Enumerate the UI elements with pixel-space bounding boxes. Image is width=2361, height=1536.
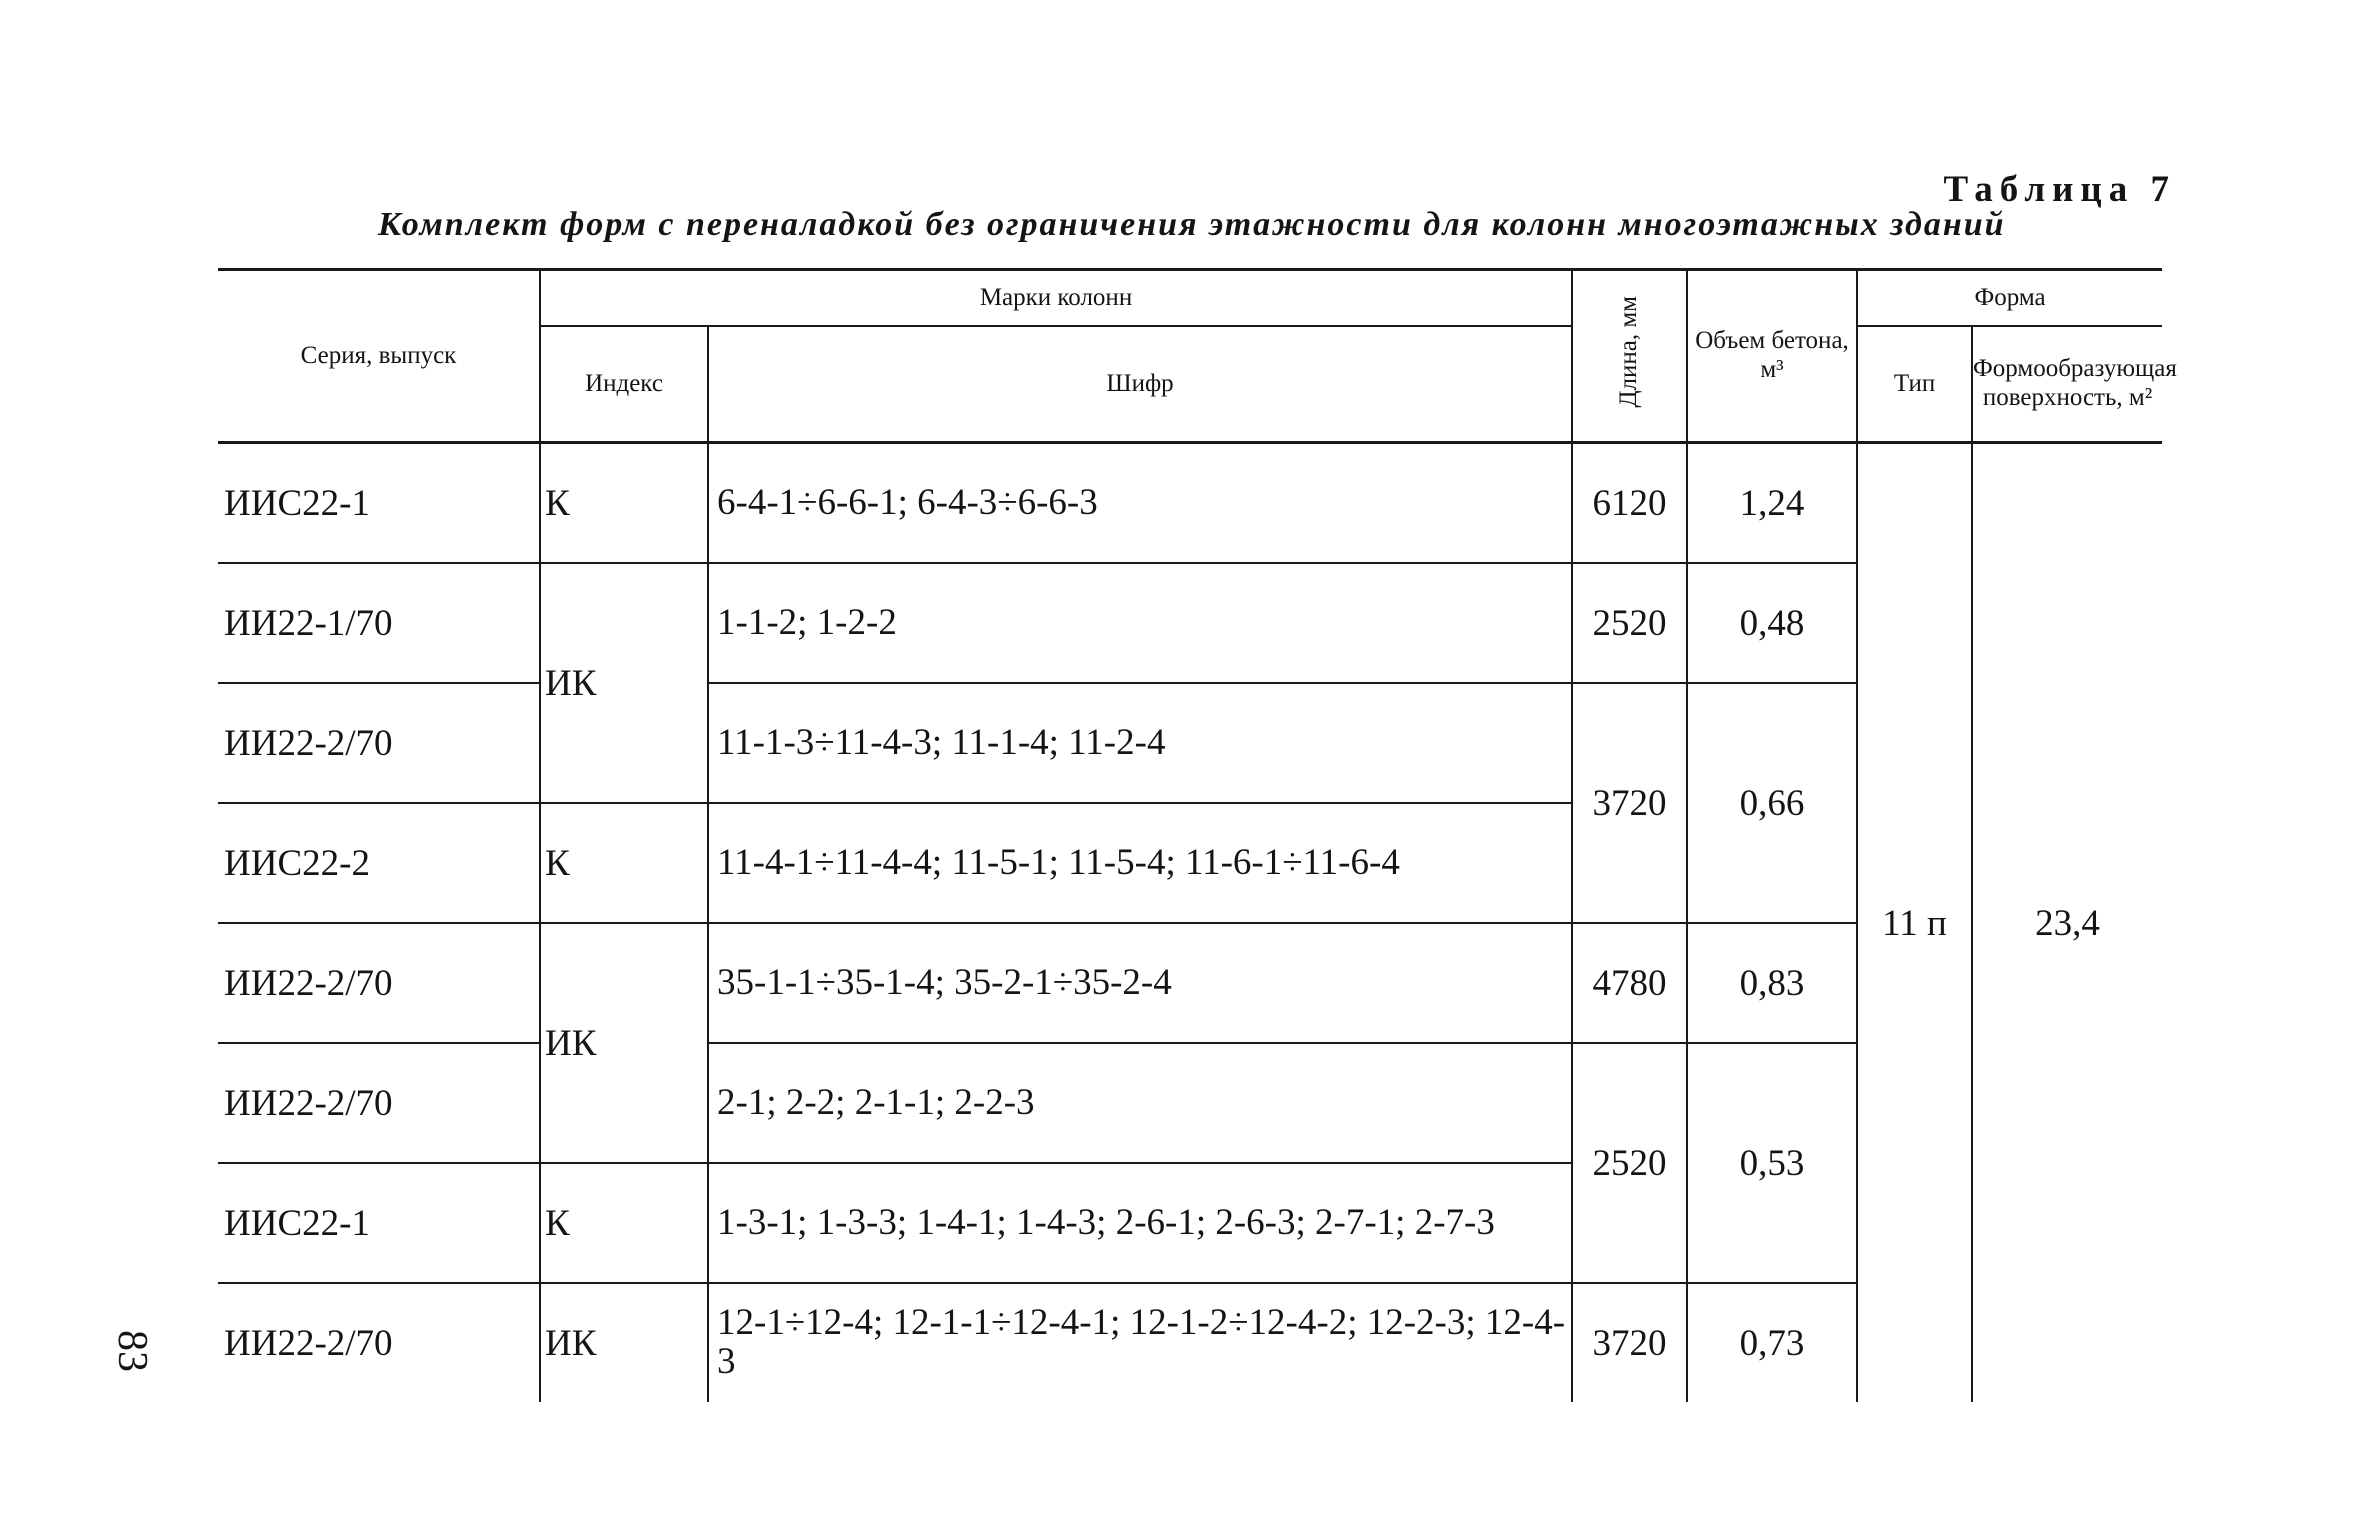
- code-cell: 11-4-1÷11-4-4; 11-5-1; 11-5-4; 11-6-1÷11-6-4: [708, 803, 1572, 923]
- code-cell: 1-3-1; 1-3-3; 1-4-1; 1-4-3; 2-6-1; 2-6-3; 2-7-1; 2-7-3: [708, 1163, 1572, 1283]
- header-form-group: Форма: [1857, 270, 2162, 327]
- index-cell: ИК: [540, 923, 708, 1163]
- volume-cell: 0,83: [1687, 923, 1857, 1043]
- series-cell: ИИ22-2/70: [218, 1283, 540, 1402]
- columns-table: [218, 268, 2177, 1402]
- table-title: Комплект форм с переналадкой без ограничения этажности для колонн многоэтажных зданий: [378, 206, 2006, 243]
- code-cell: 1-1-2; 1-2-2: [708, 563, 1572, 683]
- volume-cell: 0,48: [1687, 563, 1857, 683]
- header-marks-group: Марки колонн: [540, 270, 1572, 327]
- series-cell: ИИ22-2/70: [218, 923, 540, 1043]
- volume-cell: 0,53: [1687, 1043, 1857, 1283]
- length-cell: 2520: [1572, 563, 1687, 683]
- volume-cell: 0,73: [1687, 1283, 1857, 1402]
- header-form-surface: Формообразующая поверхность, м²: [1972, 326, 2162, 443]
- header-index: Индекс: [540, 326, 708, 443]
- index-cell: ИК: [540, 1283, 708, 1402]
- series-cell: ИИС22-1: [218, 443, 540, 564]
- series-cell: ИИС22-2: [218, 803, 540, 923]
- index-cell: К: [540, 443, 708, 564]
- page-number: 83: [109, 1330, 155, 1372]
- series-cell: ИИ22-2/70: [218, 1043, 540, 1163]
- code-cell: 11-1-3÷11-4-3; 11-1-4; 11-2-4: [708, 683, 1572, 803]
- index-cell: К: [540, 803, 708, 923]
- form-type-cell: 11 п: [1857, 443, 1972, 1403]
- header-form-type: Тип: [1857, 326, 1972, 443]
- series-cell: ИИ22-2/70: [218, 683, 540, 803]
- header-series: Серия, выпуск: [218, 270, 540, 443]
- index-cell: ИК: [540, 563, 708, 803]
- volume-cell: 0,66: [1687, 683, 1857, 923]
- form-surface-cell: 23,4: [2035, 902, 2100, 944]
- series-cell: ИИС22-1: [218, 1163, 540, 1283]
- code-cell: 12-1÷12-4; 12-1-1÷12-4-1; 12-1-2÷12-4-2; 12-2-3; 12-4-3: [708, 1283, 1572, 1402]
- length-cell: 3720: [1572, 1283, 1687, 1402]
- index-cell: К: [540, 1163, 708, 1283]
- length-cell: 4780: [1572, 923, 1687, 1043]
- table-caption: Таблица 7: [1943, 169, 2176, 210]
- table-row: [218, 443, 2162, 564]
- series-cell: ИИ22-1/70: [218, 563, 540, 683]
- length-cell: 3720: [1572, 683, 1687, 923]
- code-cell: 6-4-1÷6-6-1; 6-4-3÷6-6-3: [708, 443, 1572, 564]
- header-code: Шифр: [708, 326, 1572, 443]
- code-cell: 2-1; 2-2; 2-1-1; 2-2-3: [708, 1043, 1572, 1163]
- volume-cell: 1,24: [1687, 443, 1857, 564]
- length-cell: 2520: [1572, 1043, 1687, 1283]
- length-cell: 6120: [1572, 443, 1687, 564]
- code-cell: 35-1-1÷35-1-4; 35-2-1÷35-2-4: [708, 923, 1572, 1043]
- header-length: Длина, мм: [1572, 270, 1687, 443]
- header-concrete-volume: Объем бетона, м³: [1687, 270, 1857, 443]
